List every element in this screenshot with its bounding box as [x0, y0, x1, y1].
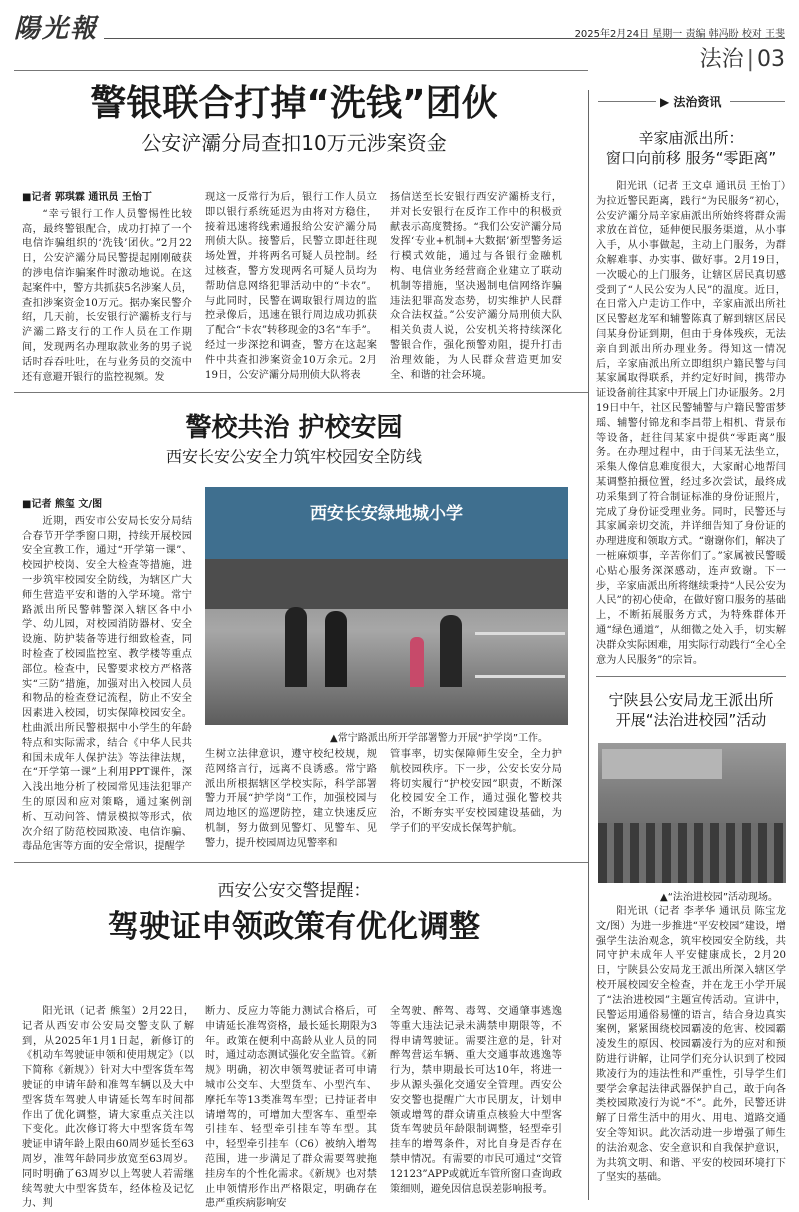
- person-standing: [440, 615, 462, 687]
- masthead-logo: 陽光報: [14, 14, 99, 44]
- header-date-line: 2025年2月24日 星期一 责编 韩冯盼 校对 王斐: [574, 29, 785, 40]
- article1-subtitle: 公安浐灞分局查扣10万元涉案资金: [141, 131, 447, 155]
- classroom-board: [602, 749, 722, 779]
- sidebar-label: ▶ 法治资讯: [660, 95, 722, 109]
- student-child: [410, 637, 424, 687]
- top-rule: [14, 70, 588, 71]
- article1-text-2: 现这一反常行为后，银行工作人员立即以银行系统延迟为由将对方稳住，接着迅速将线索通报给公安浐灞分局刑侦大队。接警后，民警立即赶往现场处置，并将两名可疑人员控制。经过核查，警方发现两名可疑人员均为帮助信息网络犯罪活动中的“卡农”。与此同时，民警在调取银行周边的监控录像后，迅速在银行周边成功抓获了配合“卡农”转移现金的3名“车手”。经过一步深挖和调查，警方在这起案件中共查扣涉案资金10万余元。2月19日，公安浐灞分局刑侦大队将表: [205, 192, 377, 381]
- sidebar-story2-photo: [598, 743, 786, 883]
- article2-byline: ■记者 熊玺 文/图: [22, 499, 103, 510]
- article2-column-1: [22, 498, 192, 856]
- article2-headline: 警校共治 护校安园: [185, 413, 403, 443]
- article1-column-3: [390, 191, 562, 381]
- article2-subtitle: 西安长安公安全力筑牢校园安全防线: [165, 447, 422, 466]
- article3-text-1: 阳光讯（记者 熊玺）2月22日，记者从西安市公安局交警支队了解到，从2025年1月1日起，新修订的《机动车驾驶证申领和使用规定》（以下简称《新规》）针对大中型客货车驾驶证的申请年龄和准驾车辆以及大中型客货车驾驶人申请延长驾车时间都作出了优化调整，请大家重点关注以下变化。此次修订将大中型客货车驾驶证申请年龄上限由60周岁延长至63周岁，准驾年龄同步放宽至63周岁。同时明确了63周岁以上驾驶人若需继续驾驶大中型客货车，经体检及记忆力、判: [22, 1006, 194, 1210]
- article1-headline: 警银联合打掉“洗钱”团伙: [90, 83, 498, 124]
- gate-roof: [205, 559, 568, 609]
- article3-column-2: [205, 1005, 377, 1210]
- article3-headline: 驾驶证申领政策有优化调整: [108, 909, 480, 945]
- article2-divider: [14, 862, 588, 863]
- page-number: 03: [757, 47, 785, 72]
- sidebar-divider: [588, 90, 589, 1200]
- sidebar-story1-title-line1: 辛家庙派出所：: [638, 129, 744, 147]
- sidebar-story1-body: 阳光讯（记者 王文卓 通讯员 王怡丁）为拉近警民距离，践行“为民服务”初心，公安浐灞分局辛家庙派出所始终将群众需求放在首位，延伸便民服务渠道，从小事入手，从小事做起，主动上门服务，为群众解难事、办实事、做好事。2月19日，一次暖心的上门服务，让辖区居民真切感受到了“人民公安为人民”的温度。近日，在日常入户走访工作中，辛家庙派出所社区民警赵龙军和辅警陈真了解到辖区居民闫某身份证到期，但由于身体残疾，无法亲自到派出所办理业务。得知这一情况后，辛家庙派出所立即组织户籍民警与闫某家属取得联系，并约定好时间，携带办证设备前往其家中开展上门办证服务。2月19日中午，社区民警辅警与户籍民警雷梦瑶、辅警付锦龙和李昌带上相机、背景布等设备，赶往闫某家中提供“零距离”服务。在办理过程中，由于闫某无法坐立，采集人像信息难度很大，大家耐心地帮闫某调整拍摄位置，经过多次尝试，最终成功采集到了符合制证标准的身份证照片，完成了身份证受理业务。同时，民警还与其家属亲切交流，并详细告知了身份证的办理进度和领取方式。“谢谢你们，解决了一桩麻烦事，辛苦你们了。”家属被民警暖心贴心服务深深感动，连声致谢。下一步，辛家庙派出所将继续秉持“人民公安为人民”的初心使命，在做好窗口服务的基础上，不断拓展服务方式，为特殊群体开通“绿色通道”，从细微之处入手，切实解决群众实际困难，用实际行动践行“全心全意为人民服务”的宗旨。: [596, 181, 786, 666]
- sidebar-story2-text: [596, 905, 786, 1197]
- sidebar-label-rule-left: [598, 101, 656, 102]
- section-label: [700, 42, 785, 73]
- section-name: 法治: [699, 47, 744, 72]
- article2-column-3: [390, 748, 562, 856]
- seated-students: [598, 823, 786, 883]
- article2-text-1: 近期，西安市公安局长安分局结合春节开学季窗口期，持续开展校园安全宣教工作，通过“开学第一课”、校园护校岗、安全大检查等措施，进一步筑牢校园安全防线，为辖区广大师生营造平安和谐的入学环境。常宁路派出所民警韩警深入辖区各中小学、幼儿园，对校园消防器材、安全设施、防护装备等进行细致检查，同时检查了校园监控室、教学楼等重点部位。检查中，民警要求校方严格落实“三防”措施，加强对出入校园人员和物品的检查登记流程，防止不安全因素进入校园，切实保障校园安全。杜曲派出所民警根据中小学生的年龄特点和实际需求，结合《中华人民共和国未成年人保护法》等法律法规，在“开学第一课”上利用PPT课件，深入浅出地分析了校园常见违法犯罪产生的原因和应对策略，通过案例剖析、互动问答、情景模拟等形式，依次介绍了防范校园欺凌、电信诈骗、毒品危害等方面的安全常识，提醒学: [22, 515, 192, 853]
- article3-text-2: 断力、反应力等能力测试合格后，可申请延长准驾资格，最长延长期限为3年。政策在便利中高龄从业人员的同时，通过动态测试强化安全监管。《新规》明确，初次申领驾驶证者可申请城市公交车、大型货车、小型汽车、摩托车等13类准驾车型；已持证者申请增驾的，可增加大型客车、重型牵引挂车、轻型牵引挂车等车型。其中，轻型牵引挂车（C6）被纳入增驾范围，进一步满足了群众需要驾驶拖挂房车的个性化需求。《新规》也对禁止申领情形作出严格限定，明确存在患严重疾病影响安: [205, 1006, 377, 1210]
- header-rule: [104, 38, 785, 39]
- article2-photo: [205, 487, 568, 725]
- sidebar-story2-title-line2: 开展“法治进校园”活动: [615, 711, 767, 729]
- gate-barrier: [475, 632, 565, 678]
- article1-byline: ■记者 郭琪霖 通讯员 王怡丁: [22, 192, 152, 203]
- article1-divider: [14, 392, 588, 393]
- sidebar-story2-title-line1: 宁陕县公安局龙王派出所: [608, 691, 774, 709]
- article1-column-1: [22, 191, 192, 383]
- police-officer-2: [325, 611, 347, 687]
- article3-column-3: [390, 1005, 562, 1197]
- article2-column-2: [205, 748, 377, 856]
- sidebar-label-rule-right: [730, 101, 785, 102]
- police-officer-1: [285, 607, 307, 687]
- sidebar-story2-body: 阳光讯（记者 李孝华 通讯员 陈宝龙 文/图）为进一步推进“平安校园”建设，增强学生法治观念，筑牢校园安全防线，共同守护未成年人平安健康成长，2月20日，宁陕县公安局龙王派出所深入辖区学校开展校园安全检查，并在龙王小学开展了“法治进校园”主题宣传活动。宣讲中，民警运用通俗易懂的语言，结合身边真实案例，紧紧围绕校园霸凌的危害、校园霸凌发生的原因、校园霸凌行为的应对和预防进行讲解，让同学们充分认识到了校园欺凌行为的违法性和严重性，引导学生们要学会拿起法律武器保护自己，敢于向各类校园欺凌行为说“不”。此外，民警还讲解了日常生活中的用火、用电、道路交通安全等知识。此次活动进一步增强了师生的法治观念、安全意识和自我保护意识，为共筑文明、和谐、平安的校园环境打下了坚实的基础。: [596, 906, 786, 1184]
- article3-kicker: 西安公安交警提醒：: [217, 881, 371, 901]
- article3-column-1: [22, 1005, 194, 1210]
- sidebar-story-divider: [596, 676, 786, 677]
- article1-text-1: “幸亏银行工作人员警惕性比较高，最终警银配合，成功打掉了一个电信诈骗组织的‘洗钱’团伙。”2月22日，公安浐灞分局民警提起刚刚破获的涉电信诈骗案件时激动地说。在这起案件中，警方共抓获5名涉案人员，查扣涉案资金10万元。据办案民警介绍，几天前，长安银行浐灞桥支行与浐灞二路支行的工作人员在工作期间，发现两名办理取款业务的男子说话时吞吞吐吐，在与业务员的交流中还有意避开银行的监控视频。发: [22, 208, 192, 383]
- sidebar-story1-title-line2: 窗口向前移 服务“零距离”: [605, 149, 777, 167]
- sidebar-label-text: 法治资讯: [673, 95, 722, 109]
- school-sign-text: 西安长安绿地城小学: [310, 504, 463, 524]
- sidebar-story2-title: [596, 690, 786, 730]
- article1-text-3: 扬信送至长安银行西安浐灞桥支行，并对长安银行在反诈工作中的积极贡献表示高度赞扬。“我们公安浐灞分局发挥‘专业+机制+大数据’新型警务运行模式效能，通过与各银行金融机构、电信业务经营商企业建立了联动机制等措施，坚决遏制电信网络诈骗违法犯罪高发态势，切实维护人民群众合法权益。”公安浐灞分局刑侦大队相关负责人说，公安机关将持续深化警银合作，强化预警劝阻，提升打击治理效能，为人民群众营造更加安全、和谐的社会环境。: [390, 192, 562, 381]
- article2-photo-caption: ▲常宁路派出所开学部署警力开展“护学岗”工作。: [330, 733, 549, 744]
- sidebar-story1-text: [596, 180, 786, 668]
- article1-column-2: [205, 191, 377, 381]
- article2-text-3: 管事率，切实保障师生安全，全力护航校园秩序。下一步，公安长安分局将切实履行“护校安园”职责，不断深化校园安全工作，通过强化警校共治，不断夯实平安校园建设基础，为学子们的平安成长保驾护航。: [390, 749, 562, 834]
- article3-text-3: 全驾驶、醉驾、毒驾、交通肇事逃逸等重大违法记录未满禁申期限等，不得申请驾驶证。需要注意的是，针对醉驾营运车辆、重大交通事故逃逸等行为，禁申期最长可达10年，将进一步从源头强化交通安全管理。西安公安交警也提醒广大市民朋友，计划申领或增驾的群众请重点核验大中型客货车驾驶员年龄限制调整，轻型牵引挂车的增驾条件，对比自身是否存在禁申情况。有需要的市民可通过“交管12123”APP或就近车管所窗口查询政策细则，避免因信息误差影响报考。: [390, 1006, 562, 1195]
- sidebar-story2-caption: ▲“法治进校园”活动现场。: [660, 892, 779, 903]
- section-divider: |: [746, 47, 754, 72]
- sidebar-story1-title: [596, 128, 786, 168]
- article2-text-2: 生树立法律意识，遵守校纪校规，规范网络言行，远离不良诱惑。常宁路派出所根据辖区学校实际，科学部署警力开展“护学岗”工作，加强校园与周边地区的巡逻防控，建立快速反应机制，努力做到见警灯、见警车、见警力，提升校园周边见警率和: [205, 749, 377, 849]
